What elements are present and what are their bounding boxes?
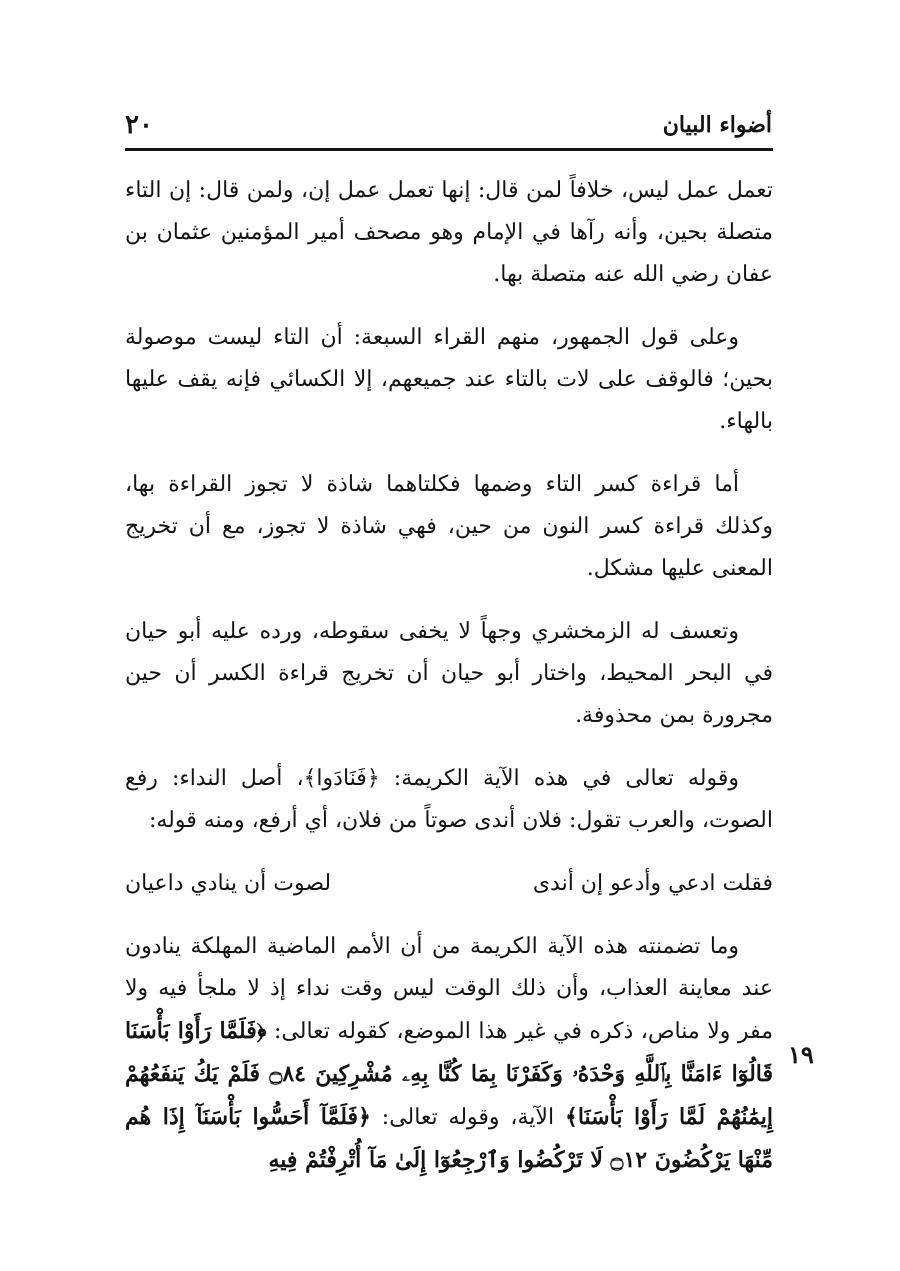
page-number: ٢٠ [125, 110, 153, 140]
paragraph-6-text: وما تضمنته هذه الآية الكريمة من أن الأمم الماضية المهلكة ينادون عند معاينة العذاب، وأن ذلك الوقت ليس وقت نداء إذ لا ملجأ فيه ولا مفر ولا مناص، ذكره في غير هذا الموضع، كقوله تعالى: [125, 934, 773, 1044]
book-title: أضواء البيان [662, 112, 772, 138]
paragraph-6-connector: الآية، وقوله تعالى: [381, 1105, 555, 1130]
paragraph-3: أما قراءة كسر التاء وضمها فكلتاهما شاذة لا تجوز القراءة بها، وكذلك قراءة كسر النون من حين، فهي شاذة لا تجوز، مع أن تخريج المعنى عليها مشكل. [125, 472, 773, 581]
header-divider [125, 148, 773, 151]
quran-quote-1: ﴿فَلَمَّا رَأَوْا بَأْسَنَا قَالُوٓا ءَامَنَّا بِٱللَّهِ وَحْدَهُۥ وَكَفَرْنَا بِمَا كُنَّا بِهِۦ مُشْرِكِينَ ۝٨٤ فَلَمْ يَكُ يَنفَعُهُمْ إِيمَٰنُهُمْ لَمَّا رَأَوْا بَأْسَنَا﴾ [125, 1018, 773, 1130]
verse-first-hemistich: فقلت ادعي وأدعو إن أندى [532, 871, 773, 896]
paragraph-6 [125, 926, 773, 1182]
paragraph-2: وعلى قول الجمهور، منهم القراء السبعة: أن التاء ليست موصولة بحين؛ فالوقف على لات بالتاء عند جميعهم، إلا الكسائي فإنه يقف عليها بالهاء. [125, 325, 773, 434]
verse-second-hemistich: لصوت أن ينادي داعيان [125, 871, 332, 896]
page-header [125, 108, 772, 148]
quran-quote-2: ﴿فَلَمَّآ أَحَسُّوا بَأْسَنَآ إِذَا هُم مِّنْهَا يَرْكُضُونَ ۝١٢ لَا تَرْكُضُوا وَٱرْجِعُوٓا إِلَىٰ مَآ أُتْرِفْتُمْ فِيهِ [125, 1104, 773, 1173]
paragraph-4: وتعسف له الزمخشري وجهاً لا يخفى سقوطه، ورده عليه أبو حيان في البحر المحيط، واختار أبو حيان أن تخريج قراءة الكسر أن حين مجرورة بمن محذوفة. [125, 619, 773, 728]
page-body [125, 170, 773, 1203]
paragraph-5: وقوله تعالى في هذه الآية الكريمة: ﴿فَنَادَوا﴾، أصل النداء: رفع الصوت، والعرب تقول: فلان أندى صوتاً من فلان، أي أرفع، ومنه قوله: [125, 766, 773, 833]
poetry-verse [125, 863, 773, 905]
paragraph-1: تعمل عمل ليس، خلافاً لمن قال: إنها تعمل عمل إن، ولمن قال: إن التاء متصلة بحين، وأنه رآها في الإمام وهو مصحف أمير المؤمنين عثمان بن عفان رضي الله عنه متصلة بها. [125, 178, 773, 287]
margin-verse-number: ١٩ [788, 1040, 814, 1069]
